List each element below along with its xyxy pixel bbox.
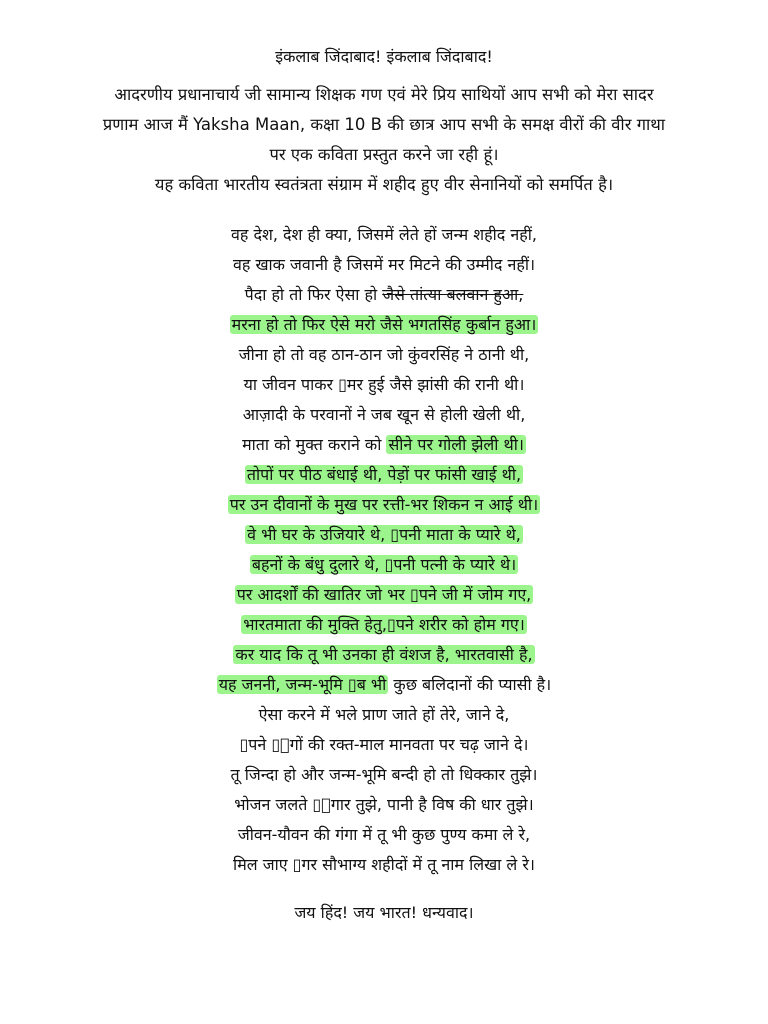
poem-line-text: ऐसा करने में भले प्राण जाते हों तेरे, जाने दे,	[258, 705, 510, 724]
poem-line	[0, 430, 768, 460]
poem-line-text: आज़ादी के परवानों ने जब खून से होली खेली थी,	[242, 405, 526, 424]
highlighted-text: तोपों पर पीठ बंधाई थी, पेड़ों पर फांसी खाई थी,	[246, 465, 522, 484]
poem-line	[0, 340, 768, 370]
poem-line	[0, 820, 768, 850]
poem-line	[0, 670, 768, 700]
poem-line	[0, 220, 768, 250]
highlighted-text: सीने पर गोली झेली थी।	[388, 435, 524, 454]
poem-line	[0, 550, 768, 580]
poem-line	[0, 250, 768, 280]
intro-line: पर एक कविता प्रस्तुत करने जा रही हूं।	[269, 145, 499, 164]
poem-line	[0, 760, 768, 790]
intro-line: यह कविता भारतीय स्वतंत्रता संग्राम में शहीद हुए वीर सेनानियों को समर्पित है।	[154, 175, 614, 194]
poem-line	[0, 640, 768, 670]
closing-line: जय हिंद! जय भारत! धन्यवाद।	[294, 903, 474, 922]
highlighted-text: वे भी घर के उजियारे थे, ▯पनी माता के प्यारे थे,	[247, 525, 521, 544]
poem-line-text: वह देश, देश ही क्या, जिसमें लेते हों जन्म शहीद नहीं,	[231, 225, 537, 244]
poem-line	[0, 730, 768, 760]
highlighted-text: पर उन दीवानों के मुख पर रत्ती-भर शिकन न आई थी।	[229, 495, 539, 514]
poem-line-text: ▯पने ▯ंगों की रक्त-माल मानवता पर चढ़ जाने दे।	[239, 735, 529, 754]
highlighted-text: बहनों के बंधु दुलारे थे, ▯पनी पत्नी के प्यारे थे।	[251, 555, 517, 574]
poem-line-text: जीना हो तो वह ठान-ठान जो कुंवरसिंह ने ठानी थी,	[238, 345, 530, 364]
poem-body	[0, 220, 768, 880]
highlighted-text: मरना हो तो फिर ऐसे मरो जैसे भगतसिंह कुर्बान हुआ।	[231, 315, 537, 334]
poem-line	[0, 460, 768, 490]
struck-through-text: जैसे तांत्या बलवान हुआ,	[382, 285, 524, 304]
highlighted-text: भारतमाता की मुक्ति हेतु,▯पने शरीर को होम गए।	[243, 615, 525, 634]
poem-line	[0, 850, 768, 880]
poem-line-text: भोजन जलते ▯ंगार तुझे, पानी है विष की धार तुझे।	[234, 795, 534, 814]
poem-line-text: या जीवन पाकर ▯मर हुई जैसे झांसी की रानी थी।	[243, 375, 525, 394]
poem-line	[0, 580, 768, 610]
poem-line-text: तू जिन्दा हो और जन्म-भूमि बन्दी हो तो धिक्कार तुझे।	[230, 765, 538, 784]
poem-line	[0, 310, 768, 340]
poem-line	[0, 790, 768, 820]
poem-line-text: पैदा हो तो फिर ऐसा हो	[244, 285, 383, 304]
poem-line	[0, 280, 768, 310]
intro-paragraph	[24, 80, 744, 200]
poem-line-text: कुछ बलिदानों की प्यासी है।	[388, 675, 552, 694]
highlighted-text: पर आदर्शों की खातिर जो भर ▯पने जी में जोम गए,	[236, 585, 532, 604]
poem-line	[0, 370, 768, 400]
poem-line	[0, 400, 768, 430]
poem-line	[0, 520, 768, 550]
poem-line	[0, 700, 768, 730]
poem-line-text: माता को मुक्त कराने को	[242, 435, 387, 454]
intro-line: प्रणाम आज मैं Yaksha Maan, कक्षा 10 B की छात्र आप सभी के समक्ष वीरों की वीर गाथा	[102, 115, 666, 134]
highlighted-text: कर याद कि तू भी उनका ही वंशज है, भारतवासी है,	[235, 645, 533, 664]
poem-line	[0, 610, 768, 640]
poem-line	[0, 490, 768, 520]
poem-line-text: वह खाक जवानी है जिसमें मर मिटने की उम्मीद नहीं।	[232, 255, 536, 274]
highlighted-text: यह जननी, जन्म-भूमि ▯ब भी	[218, 675, 387, 694]
poem-line-text: मिल जाए ▯गर सौभाग्य शहीदों में तू नाम लिखा ले रे।	[233, 855, 535, 874]
page-title: इंकलाब जिंदाबाद! इंकलाब जिंदाबाद!	[275, 47, 493, 66]
poem-line-text: जीवन-यौवन की गंगा में तू भी कुछ पुण्य कमा ले रे,	[237, 825, 531, 844]
intro-line: आदरणीय प्रधानाचार्य जी सामान्य शिक्षक गण एवं मेरे प्रिय साथियों आप सभी को मेरा सादर	[114, 85, 654, 104]
